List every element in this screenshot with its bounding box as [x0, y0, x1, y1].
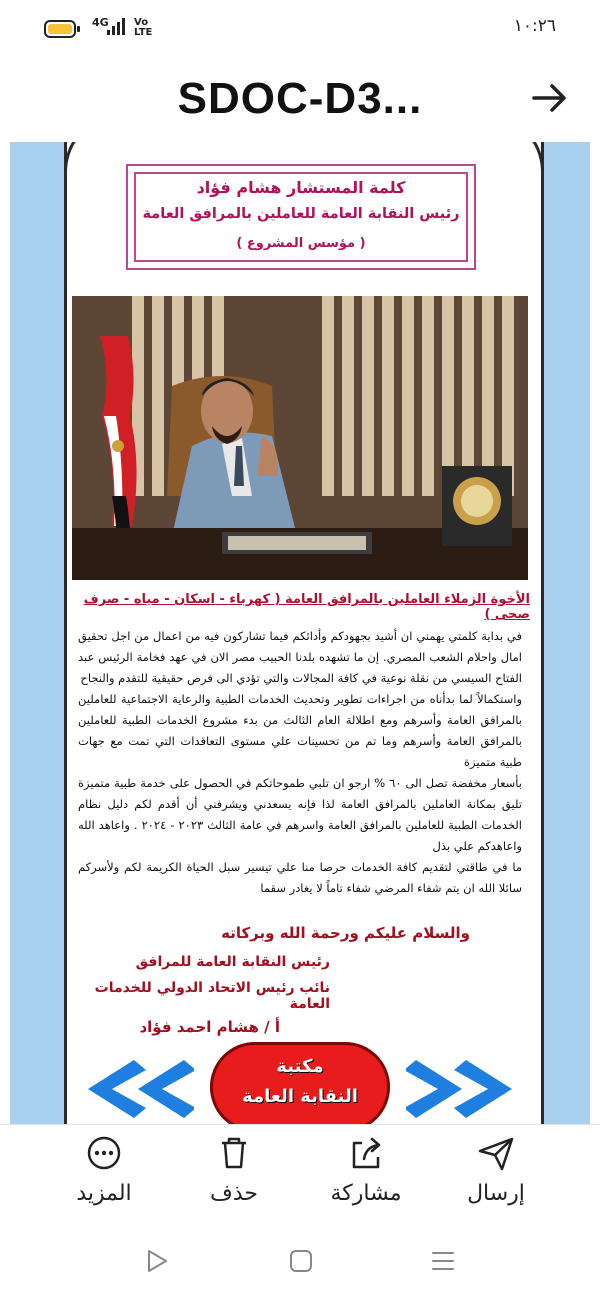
frame-line-2: رئيس النقابة العامة للعاملين بالمرافق العامة [142, 206, 460, 222]
battery-icon [44, 20, 76, 38]
previous-page-icon[interactable] [74, 1054, 194, 1124]
volte-indicator: Vo LTE [134, 17, 153, 38]
viewer-header [0, 56, 600, 142]
status-bar [0, 0, 600, 56]
paragraph: واستكمالاً لما بدأناه من اجراءات تطوير وتحديث الخدمات الطبية والرعاية الاجتماعية للعاملين بالمرافق العامة وأسرهم ومع اطلالة العام الثالث من بدء مشروع الخدمات الطبية للعاملين بالمرافق العامة وأسرهم وما تم من تحسينات علي مستوى التعاقدات التي تمت مع جهات طبية متميزة [78, 692, 522, 769]
library-line-2: النقابة العامة [242, 1086, 358, 1107]
signature-title-1: رئيس النقابة العامة للمرافق [135, 954, 330, 970]
forward-arrow-icon[interactable] [528, 76, 572, 120]
delete-button[interactable] [174, 1125, 294, 1225]
letter-body [78, 626, 522, 899]
title-frame [126, 164, 476, 270]
system-nav-bar [0, 1224, 600, 1300]
share-label: مشاركة [330, 1181, 402, 1206]
library-button[interactable] [210, 1042, 390, 1124]
send-label: إرسال [467, 1181, 525, 1206]
action-bar [0, 1124, 600, 1225]
next-page-icon[interactable] [406, 1054, 526, 1124]
trash-icon [214, 1133, 254, 1173]
recents-icon[interactable] [430, 1248, 456, 1274]
signature-name: أ / هشام احمد فؤاد [139, 1018, 280, 1036]
network-indicator: 4G [92, 16, 109, 29]
paragraph: في بداية كلمتي يهمني ان أشيد بجهودكم وأدائكم فيما تشاركون فيه من اعمال من اجل تحقيق امال واحلام الشعب المصري. إن ما تشهده بلدنا الحبيب مصر الان في عهد فخامة الرئيس عبد الفتاح السيسي من نقلة نوعية في كافة المجالات والتي تؤدي الى فرص حقيقية للتقدم والنجاح [78, 629, 522, 685]
document-viewer[interactable] [10, 142, 590, 1124]
signature-block [70, 954, 330, 1054]
more-icon [84, 1133, 124, 1173]
send-icon [476, 1133, 516, 1173]
paragraph: بأسعار مخفضة تصل الى ٦٠ % ارجو ان تلبي طموحاتكم في الحصول على خدمة طبية متميزة تليق بمكانة العاملين بالمرافق العامة لذا فإنه يسعدني ويشرفني أن أقدم لكم دليل نظام الخدمات الطبية للعاملين بالمرافق العامة واسرهم في عامة الثالث ٢٠٢٣ - ٢٠٢٤ . واعاهد الله واعاهدكم علي بذل [78, 776, 523, 853]
sub-heading: الأخوة الزملاء العاملين بالمرافق العامة ( كهرباء - اسكان - مياه - صرف صحى ) [83, 592, 530, 622]
send-button[interactable] [436, 1125, 556, 1225]
more-label: المزيد [76, 1181, 132, 1206]
portrait-photo [72, 296, 528, 580]
signal-icon [106, 18, 126, 36]
clock: ١٠:٢٦ [513, 16, 556, 36]
share-button[interactable] [306, 1125, 426, 1225]
document-title: SDOC-D3... [177, 74, 423, 123]
signature-title-2: نائب رئيس الاتحاد الدولي للخدمات العامة [94, 980, 330, 1012]
share-icon [346, 1133, 386, 1173]
back-triangle-icon[interactable] [144, 1248, 170, 1274]
frame-line-1: كلمة المستشار هشام فؤاد [196, 178, 406, 197]
more-button[interactable] [44, 1125, 164, 1225]
home-icon[interactable] [288, 1248, 314, 1274]
closing-greeting: والسلام عليكم ورحمة الله وبركاته [221, 924, 470, 942]
paragraph: ما في طاقتي لتقديم كافة الخدمات حرصا منا علي تيسير سبل الحياة الكريمة لكم ولأسركم سائلا الله ان يتم شفاء المرضي شفاء تاماً لا يغادر سقما [78, 860, 522, 895]
frame-line-3: ( مؤسس المشروع ) [236, 236, 366, 251]
library-line-1: مكتبة [276, 1056, 324, 1077]
delete-label: حذف [210, 1181, 258, 1206]
